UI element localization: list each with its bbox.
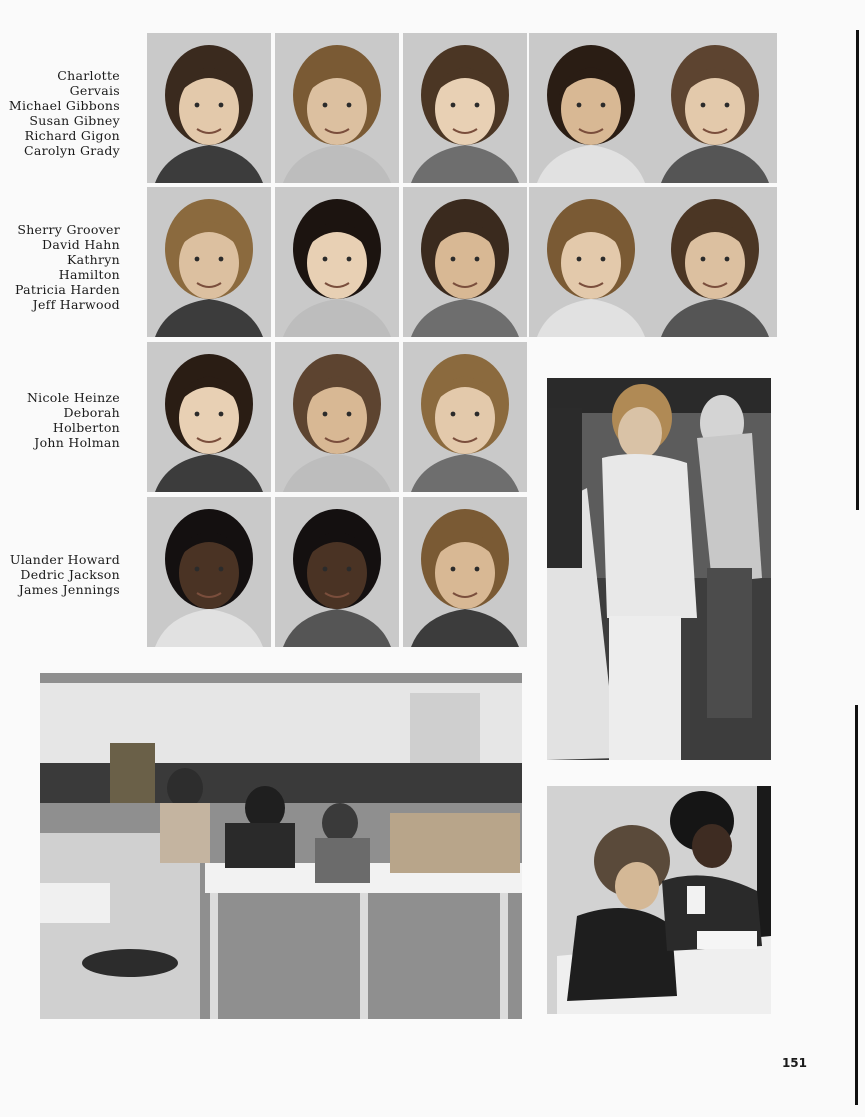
- name-caption-row-2: [0, 222, 120, 312]
- name-line: Richard Gigon: [24, 128, 120, 143]
- name-line: Holberton: [52, 420, 120, 435]
- student-portrait: [275, 187, 399, 337]
- page-edge-line: [856, 30, 859, 510]
- student-portrait: [529, 187, 653, 337]
- student-portrait: [653, 187, 777, 337]
- page-number: 151: [781, 1056, 807, 1070]
- student-portrait: [147, 33, 271, 183]
- student-portrait: [403, 342, 527, 492]
- name-line: Hamilton: [58, 267, 120, 282]
- student-portrait: [529, 33, 653, 183]
- candid-photo-desk: [547, 786, 771, 1014]
- candid-photo-classroom: [40, 673, 522, 1019]
- name-caption-row-3: [0, 390, 120, 450]
- name-line: Jeff Harwood: [32, 297, 120, 312]
- name-line: John Holman: [34, 435, 120, 450]
- student-portrait: [275, 497, 399, 647]
- student-portrait: [653, 33, 777, 183]
- student-portrait: [403, 497, 527, 647]
- student-portrait: [403, 33, 527, 183]
- name-line: Michael Gibbons: [8, 98, 120, 113]
- student-portrait: [147, 187, 271, 337]
- name-line: Carolyn Grady: [24, 143, 120, 158]
- name-line: James Jennings: [18, 582, 120, 597]
- name-line: Gervais: [69, 83, 120, 98]
- name-line: Nicole Heinze: [26, 390, 120, 405]
- name-caption-row-1: [0, 68, 120, 158]
- student-portrait: [147, 342, 271, 492]
- student-portrait: [275, 33, 399, 183]
- page-edge-line: [855, 705, 858, 1105]
- candid-photo-outdoor: [547, 378, 771, 760]
- name-line: Deborah: [63, 405, 120, 420]
- name-line: Ulander Howard: [9, 552, 120, 567]
- name-line: David Hahn: [42, 237, 120, 252]
- name-line: Dedric Jackson: [20, 567, 120, 582]
- name-line: Patricia Harden: [14, 282, 120, 297]
- name-line: Susan Gibney: [29, 113, 120, 128]
- student-portrait: [147, 497, 271, 647]
- name-caption-row-4: [0, 552, 120, 597]
- student-portrait: [403, 187, 527, 337]
- name-line: Charlotte: [57, 68, 120, 83]
- name-line: Sherry Groover: [17, 222, 120, 237]
- student-portrait: [275, 342, 399, 492]
- name-line: Kathryn: [66, 252, 120, 267]
